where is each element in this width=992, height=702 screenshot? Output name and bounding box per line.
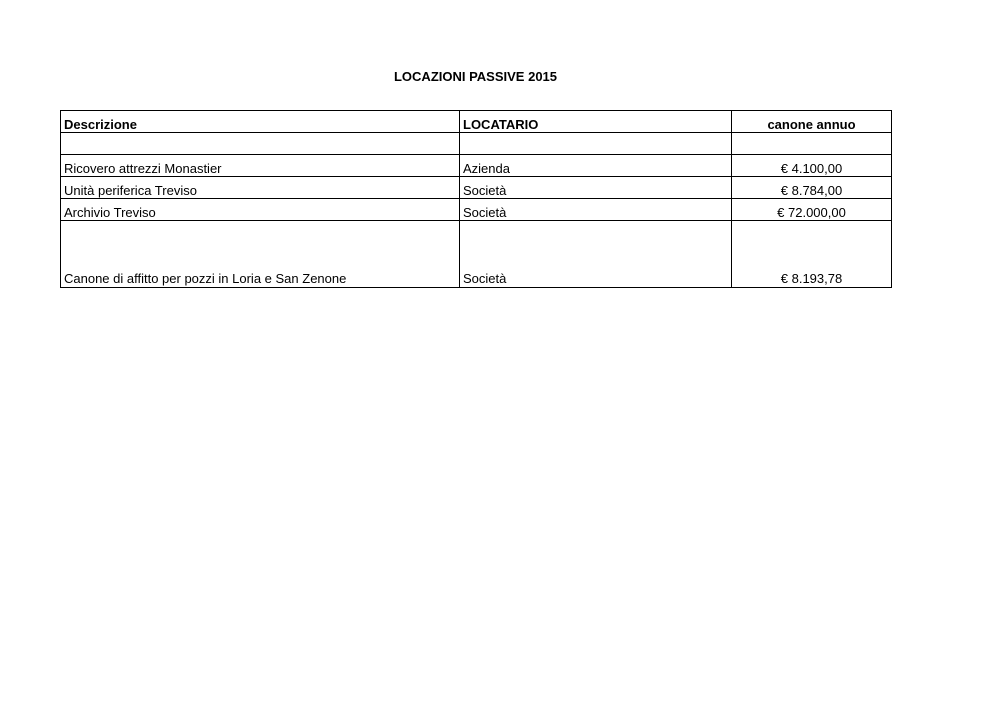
cell-canone: € 8.193,78 bbox=[732, 221, 892, 288]
cell-descrizione: Canone di affitto per pozzi in Loria e San Zenone bbox=[61, 221, 460, 288]
cell-descrizione: Archivio Treviso bbox=[61, 199, 460, 221]
blank-cell bbox=[460, 133, 732, 155]
cell-locatario: Società bbox=[460, 199, 732, 221]
table-row bbox=[61, 177, 892, 199]
cell-locatario: Società bbox=[460, 221, 732, 288]
table-row bbox=[61, 155, 892, 177]
table-blank-row bbox=[61, 133, 892, 155]
table-header-row bbox=[61, 111, 892, 133]
cell-canone: € 72.000,00 bbox=[732, 199, 892, 221]
blank-cell bbox=[61, 133, 460, 155]
cell-canone: € 8.784,00 bbox=[732, 177, 892, 199]
cell-locatario: Società bbox=[460, 177, 732, 199]
lease-table bbox=[60, 110, 892, 288]
cell-descrizione: Ricovero attrezzi Monastier bbox=[61, 155, 460, 177]
page-title: LOCAZIONI PASSIVE 2015 bbox=[393, 69, 558, 84]
blank-cell bbox=[732, 133, 892, 155]
header-locatario: LOCATARIO bbox=[460, 111, 732, 133]
table-row bbox=[61, 199, 892, 221]
table-row bbox=[61, 221, 892, 288]
header-descrizione: Descrizione bbox=[61, 111, 460, 133]
cell-locatario: Azienda bbox=[460, 155, 732, 177]
cell-descrizione: Unità periferica Treviso bbox=[61, 177, 460, 199]
header-canone: canone annuo bbox=[732, 111, 892, 133]
cell-canone: € 4.100,00 bbox=[732, 155, 892, 177]
